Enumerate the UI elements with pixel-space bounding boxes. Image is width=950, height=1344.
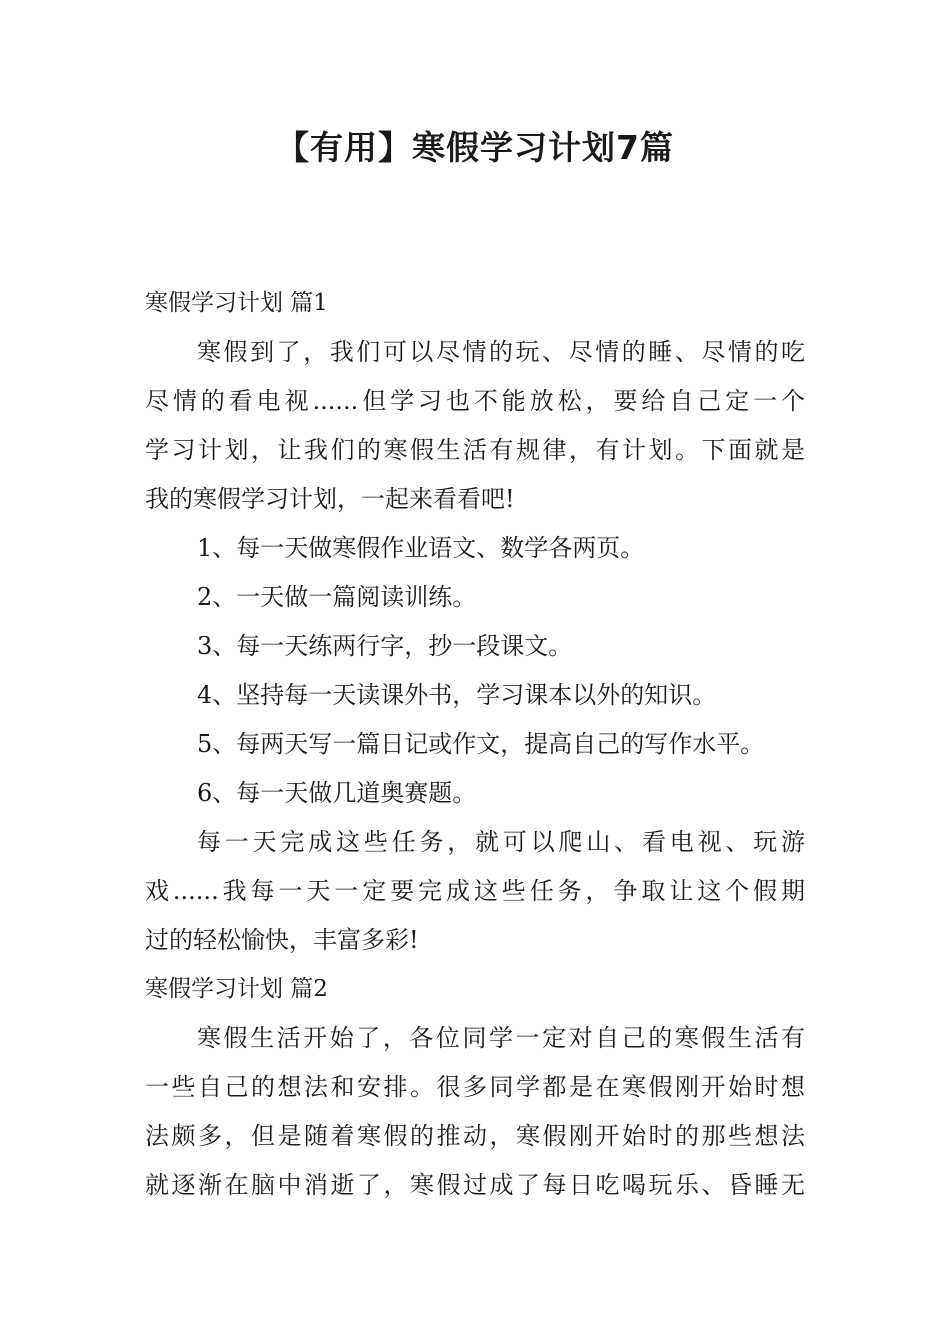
paragraph-line: 寒假到了，我们可以尽情的玩、尽情的睡、尽情的吃 (197, 338, 805, 366)
paragraph-line: 每一天完成这些任务，就可以爬山、看电视、玩游 (197, 828, 805, 856)
paragraph (145, 1014, 805, 1210)
document-body (145, 279, 805, 1210)
document-title: 【有用】寒假学习计划7篇 (276, 128, 674, 167)
paragraph-line: 戏......我每一天一定要完成这些任务，争取让这个假期 (145, 877, 805, 905)
section-2 (145, 965, 805, 1210)
paragraph-line: 我的寒假学习计划，一起来看看吧! (145, 485, 515, 513)
paragraph-line: 法颇多，但是随着寒假的推动，寒假刚开始时的那些想法 (145, 1122, 805, 1150)
paragraph-line: 就逐渐在脑中消逝了，寒假过成了每日吃喝玩乐、昏睡无 (145, 1171, 805, 1199)
section-heading: 寒假学习计划 篇1 (145, 290, 328, 316)
list-item: 4、坚持每一天读课外书，学习课本以外的知识。 (197, 681, 717, 709)
list-item: 1、每一天做寒假作业语文、数学各两页。 (197, 534, 645, 562)
list-item: 2、一天做一篇阅读训练。 (197, 583, 477, 611)
plan-list (145, 524, 805, 818)
list-item: 6、每一天做几道奥赛题。 (197, 779, 477, 807)
paragraph-line: 过的轻松愉快，丰富多彩! (145, 926, 419, 954)
list-item: 3、每一天练两行字，抄一段课文。 (197, 632, 573, 660)
section-heading: 寒假学习计划 篇2 (145, 976, 328, 1002)
list-item: 5、每两天写一篇日记或作文，提高自己的写作水平。 (197, 730, 765, 758)
paragraph-line: 学习计划，让我们的寒假生活有规律，有计划。下面就是 (145, 436, 805, 464)
paragraph-line: 寒假生活开始了，各位同学一定对自己的寒假生活有 (197, 1024, 805, 1052)
section-1 (145, 279, 805, 965)
paragraph-line: 尽情的看电视......但学习也不能放松，要给自己定一个 (145, 387, 805, 415)
paragraph (145, 328, 805, 524)
paragraph-line: 一些自己的想法和安排。很多同学都是在寒假刚开始时想 (145, 1073, 805, 1101)
paragraph (145, 818, 805, 965)
